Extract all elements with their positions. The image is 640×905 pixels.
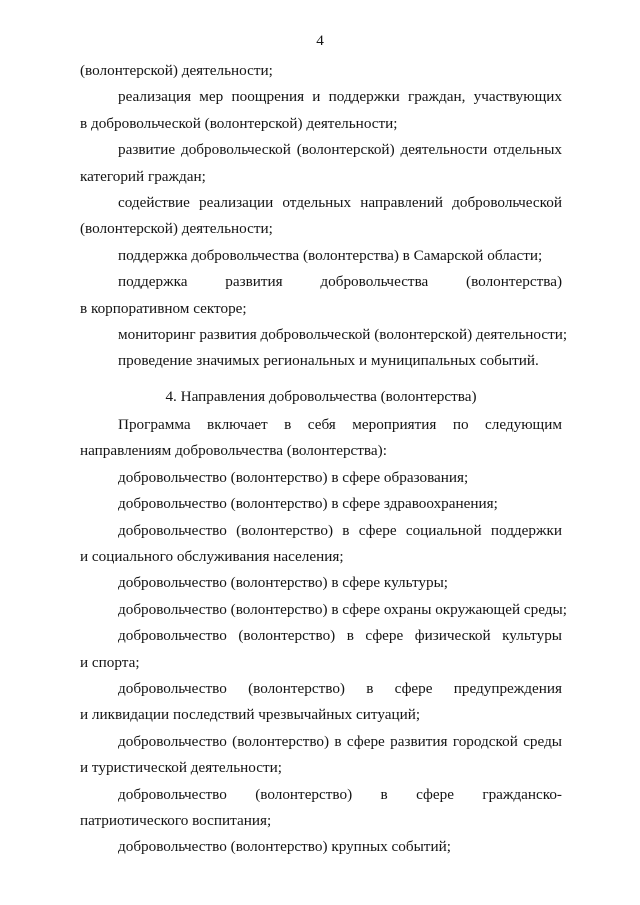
text-line: добровольчество (волонтерство) в сфере образования; <box>118 468 469 486</box>
text-line: и социального обслуживания населения; <box>80 548 344 566</box>
text-line: патриотического воспитания; <box>80 811 272 829</box>
text-line: содействие реализации отдельных направлений добровольческой <box>118 193 562 211</box>
section-heading: 4. Направления добровольчества (волонтерства) <box>165 387 477 405</box>
text-line: и туристической деятельности; <box>80 759 282 777</box>
text-line: проведение значимых региональных и муниципальных событий. <box>118 352 539 370</box>
text-line: поддержка добровольчества (волонтерства) в Самарской области; <box>118 246 543 264</box>
document-body <box>80 58 568 861</box>
text-line: в корпоративном секторе; <box>80 299 247 317</box>
text-line: (волонтерской) деятельности; <box>80 220 273 238</box>
text-line: добровольчество (волонтерство) в сфере охраны окружающей среды; <box>118 600 567 618</box>
text-line: добровольчество (волонтерство) в сфере культуры; <box>118 574 448 592</box>
text-line: добровольчество (волонтерство) в сфере здравоохранения; <box>118 495 498 513</box>
text-line: добровольчество (волонтерство) в сфере гражданско- <box>118 785 562 803</box>
text-line: добровольчество (волонтерство) в сфере физической культуры <box>118 627 562 645</box>
text-line: добровольчество (волонтерство) в сфере развития городской среды <box>118 732 562 750</box>
text-line: Программа включает в себя мероприятия по следующим <box>118 416 562 434</box>
text-line: (волонтерской) деятельности; <box>80 62 273 79</box>
text-line: мониторинг развития добровольческой (волонтерской) деятельности; <box>118 325 568 343</box>
text-line: и ликвидации последствий чрезвычайных ситуаций; <box>80 706 421 724</box>
text-line: добровольчество (волонтерство) крупных событий; <box>118 838 451 856</box>
text-line: в добровольческой (волонтерской) деятельности; <box>80 114 398 132</box>
page-number: 4 <box>316 32 324 49</box>
text-line: развитие добровольческой (волонтерской) деятельности отдельных <box>118 141 562 159</box>
text-line: реализация мер поощрения и поддержки граждан, участвующих <box>118 88 562 106</box>
text-line: и спорта; <box>80 653 140 671</box>
text-line: поддержка развития добровольчества (волонтерства) <box>118 273 562 291</box>
text-line: направлениям добровольчества (волонтерства): <box>80 442 387 460</box>
text-line: добровольчество (волонтерство) в сфере предупреждения <box>118 679 562 697</box>
text-line: добровольчество (волонтерство) в сфере социальной поддержки <box>118 521 562 539</box>
text-line: категорий граждан; <box>80 167 206 185</box>
